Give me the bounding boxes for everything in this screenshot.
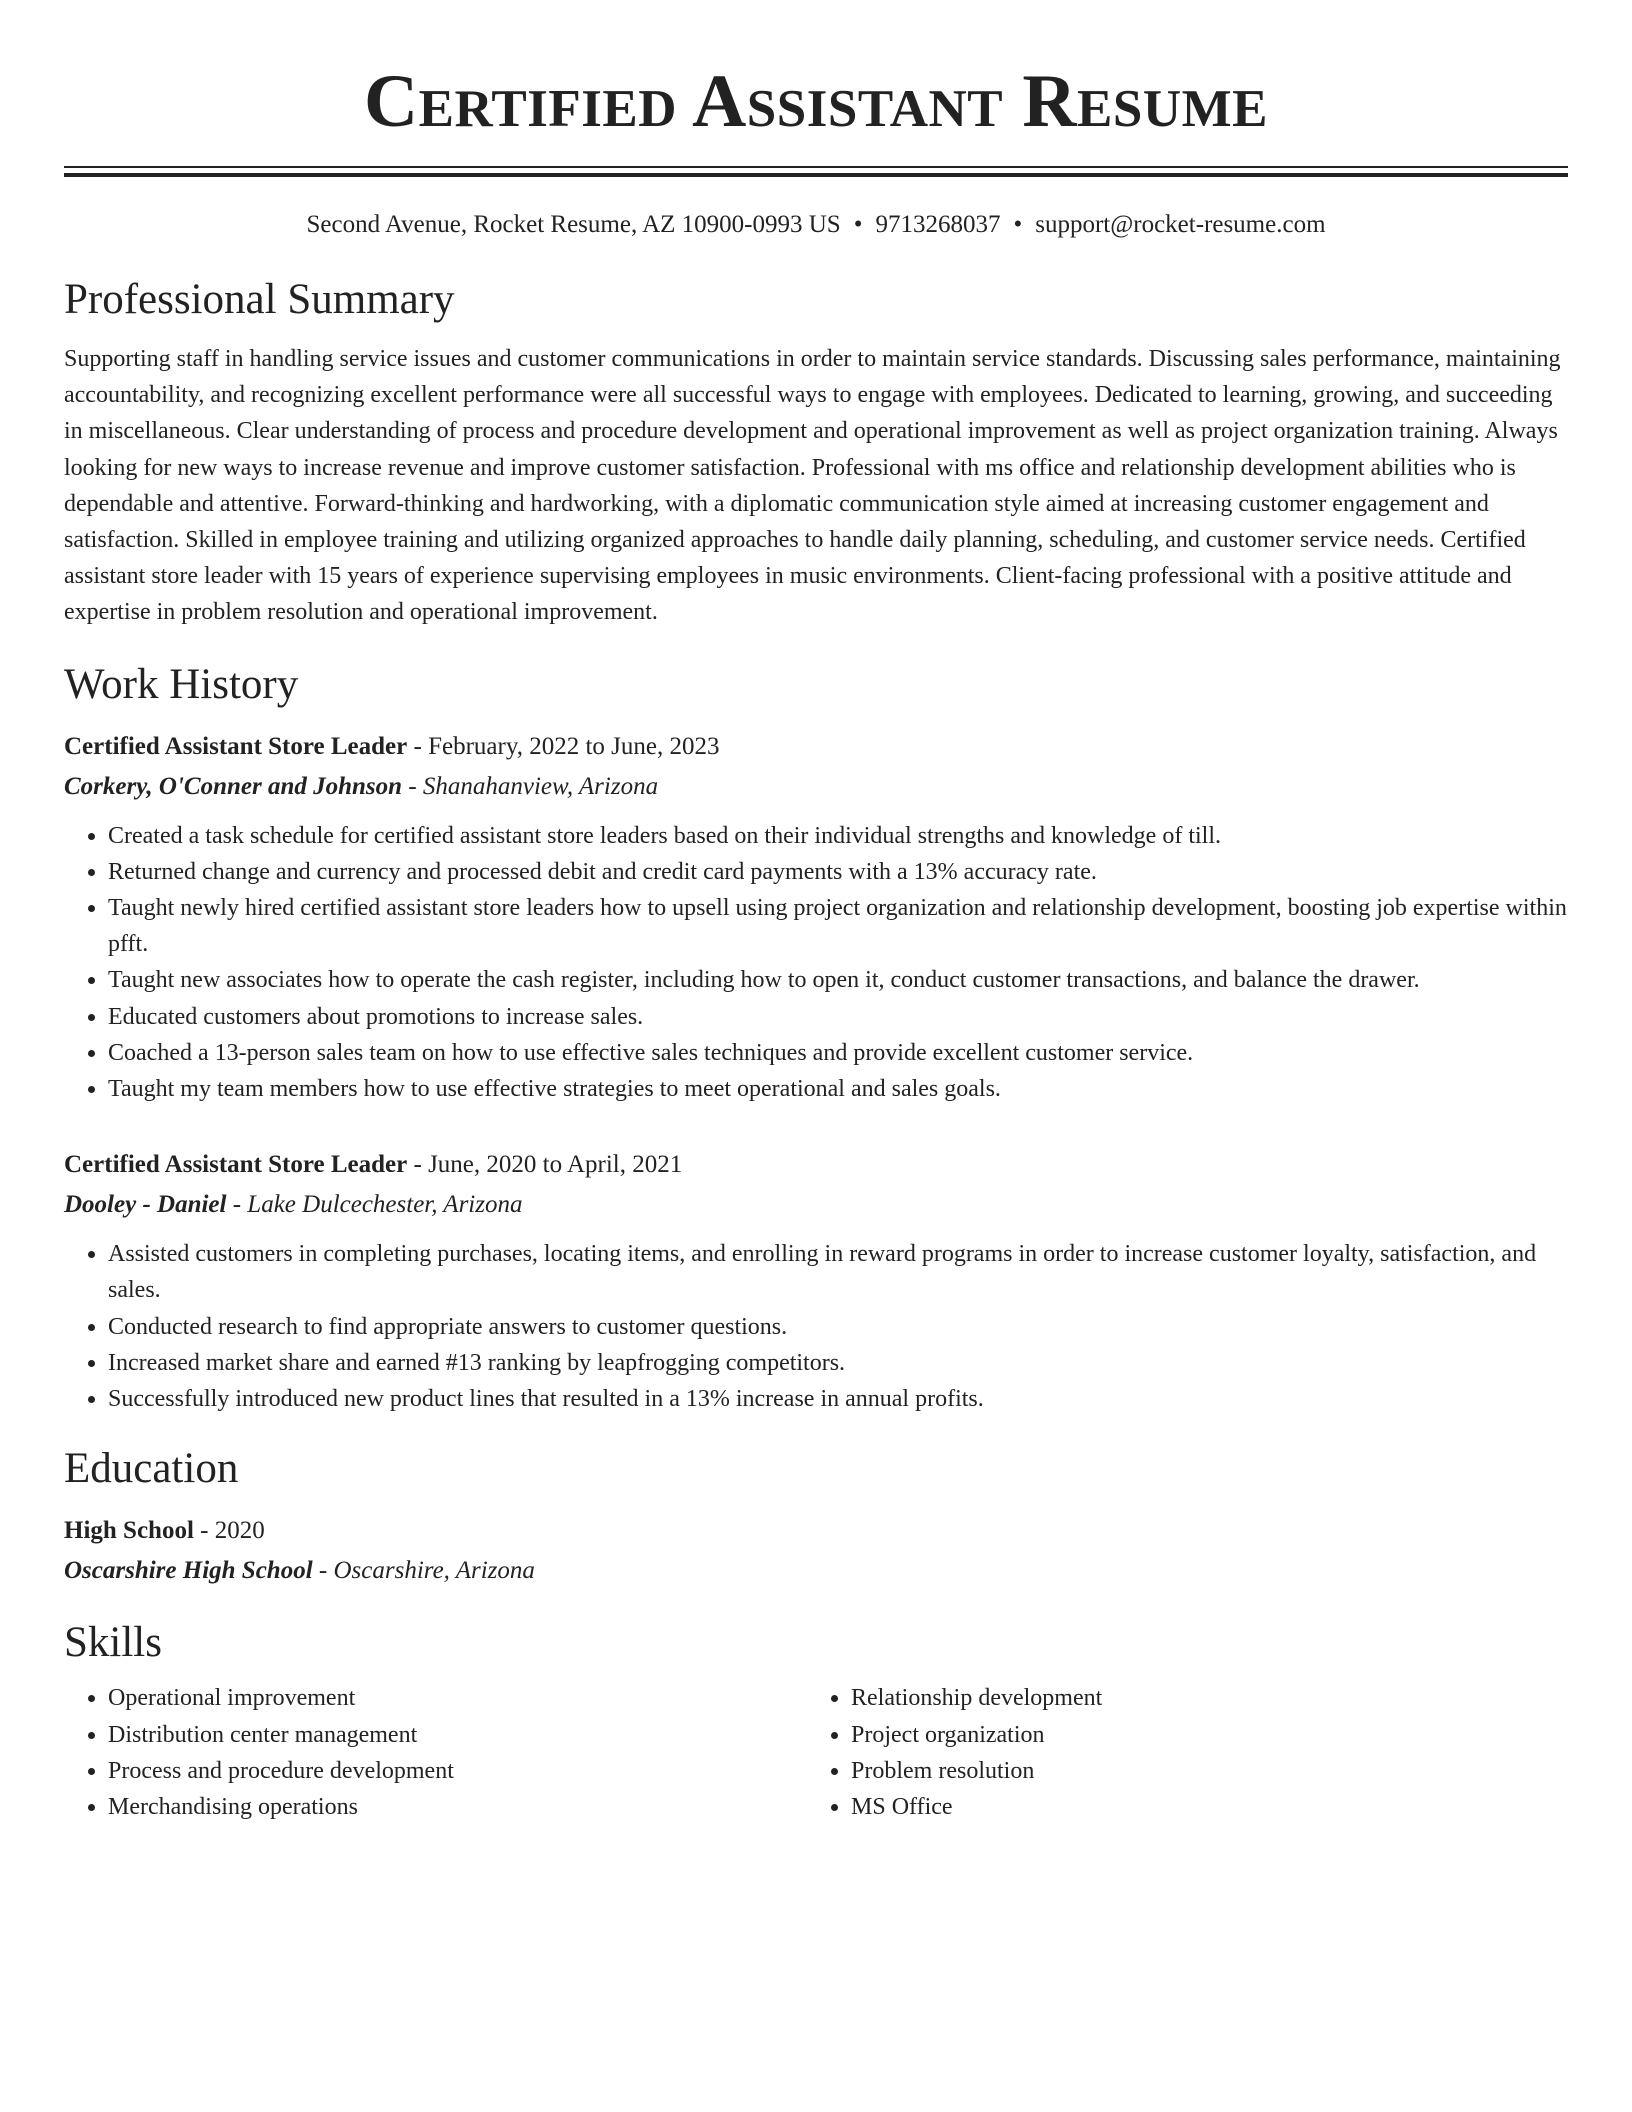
job-location: - Lake Dulcechester, Arizona [226, 1191, 523, 1219]
bullet-separator: • [853, 211, 863, 238]
job-employer [64, 767, 1568, 807]
list-item: • Taught my team members how to use effective strategies to meet operational and sales goals. [108, 1071, 1568, 1107]
list-item: • Taught new associates how to operate the cash register, including how to open it, conduct customer transactions, and balance the drawer. [108, 962, 1568, 998]
education-entry [64, 1511, 1568, 1591]
job-entry-1 [64, 727, 1568, 1108]
education-school-line [64, 1551, 1568, 1591]
education-header [64, 1511, 1568, 1551]
job-entry-2 [64, 1145, 1568, 1417]
contact-address: Second Avenue, Rocket Resume, AZ 10900-0993 US [306, 211, 841, 238]
summary-text: Supporting staff in handling service issues and customer communications in order to maintain service standards. Discussing sales performance, maintaining accountability, and recognizing excellent performance were all successful ways to engage with employees. Dedicated to learning, growing, and succeeding in miscellaneous. Clear understanding of process and procedure development and operational improvement as well as project organization training. Always looking for new ways to increase revenue and improve customer satisfaction. Professional with ms office and relationship development abilities who is dependable and attentive. Forward-thinking and hardworking, with a diplomatic communication style aimed at increasing customer engagement and satisfaction. Skilled in employee training and utilizing organized approaches to handle daily planning, scheduling, and customer service needs. Certified assistant store leader with 15 years of experience supervising employees in music environments. Client-facing professional with a positive attitude and expertise in problem resolution and operational improvement. [64, 346, 1561, 626]
job-company: Dooley - Daniel [64, 1191, 227, 1219]
education-heading: Education [64, 1445, 239, 1493]
job-title: Certified Assistant Store Leader [64, 732, 408, 760]
job-duties-list [64, 818, 1568, 1108]
skills-list-right [807, 1680, 1568, 1826]
list-item: • Educated customers about promotions to increase sales. [108, 999, 1568, 1035]
job-dates: - February, 2022 to June, 2023 [407, 732, 720, 760]
skill-item: • Problem resolution [851, 1753, 1568, 1789]
job-title: Certified Assistant Store Leader [64, 1151, 408, 1179]
job-duties-list [64, 1236, 1568, 1417]
education-location: - Oscarshire, Arizona [312, 1557, 535, 1585]
bullet-separator: • [1013, 211, 1023, 238]
job-company: Corkery, O'Conner and Johnson [64, 772, 403, 800]
list-item: • Increased market share and earned #13 ranking by leapfrogging competitors. [108, 1345, 1568, 1381]
skill-item: • Operational improvement [108, 1680, 807, 1716]
list-item: • Successfully introduced new product lines that resulted in a 13% increase in annual profits. [108, 1381, 1568, 1417]
contact-line [64, 208, 1568, 242]
summary-heading: Professional Summary [64, 276, 455, 323]
skill-item: • Relationship development [851, 1680, 1568, 1716]
title-double-rule [64, 166, 1568, 177]
list-item: • Returned change and currency and processed debit and credit card payments with a 13% accuracy rate. [108, 854, 1568, 890]
job-dates: - June, 2020 to April, 2021 [407, 1151, 683, 1179]
education-degree: High School [64, 1517, 194, 1545]
list-item: • Coached a 13-person sales team on how to use effective sales techniques and provide excellent customer service. [108, 1035, 1568, 1071]
contact-phone: 9713268037 [875, 211, 1001, 238]
list-item: • Assisted customers in completing purchases, locating items, and enrolling in reward programs in order to increase customer loyalty, satisfaction, and sales. [108, 1236, 1568, 1308]
list-item: • Taught newly hired certified assistant store leaders how to upsell using project organization and relationship development, boosting job expertise within pfft. [108, 890, 1568, 962]
list-item: • Conducted research to find appropriate answers to customer questions. [108, 1309, 1568, 1345]
contact-email: support@rocket-resume.com [1035, 211, 1326, 238]
job-location: - Shanahanview, Arizona [402, 772, 659, 800]
skill-item: • Merchandising operations [108, 1789, 807, 1825]
job-header [64, 1145, 1568, 1185]
skill-item: • Process and procedure development [108, 1753, 807, 1789]
education-school: Oscarshire High School [64, 1557, 313, 1585]
job-employer [64, 1185, 1568, 1225]
resume-title: Certified Assistant Resume [363, 60, 1269, 143]
work-history-heading: Work History [64, 660, 299, 708]
skill-item: • MS Office [851, 1789, 1568, 1825]
skills-columns [64, 1680, 1568, 1826]
skill-item: • Project organization [851, 1717, 1568, 1753]
skills-heading: Skills [64, 1619, 162, 1667]
skill-item: • Distribution center management [108, 1717, 807, 1753]
education-year: - 2020 [193, 1517, 265, 1545]
skills-list-left [64, 1680, 807, 1826]
job-header [64, 727, 1568, 767]
list-item: • Created a task schedule for certified assistant store leaders based on their individual strengths and knowledge of till. [108, 818, 1568, 854]
